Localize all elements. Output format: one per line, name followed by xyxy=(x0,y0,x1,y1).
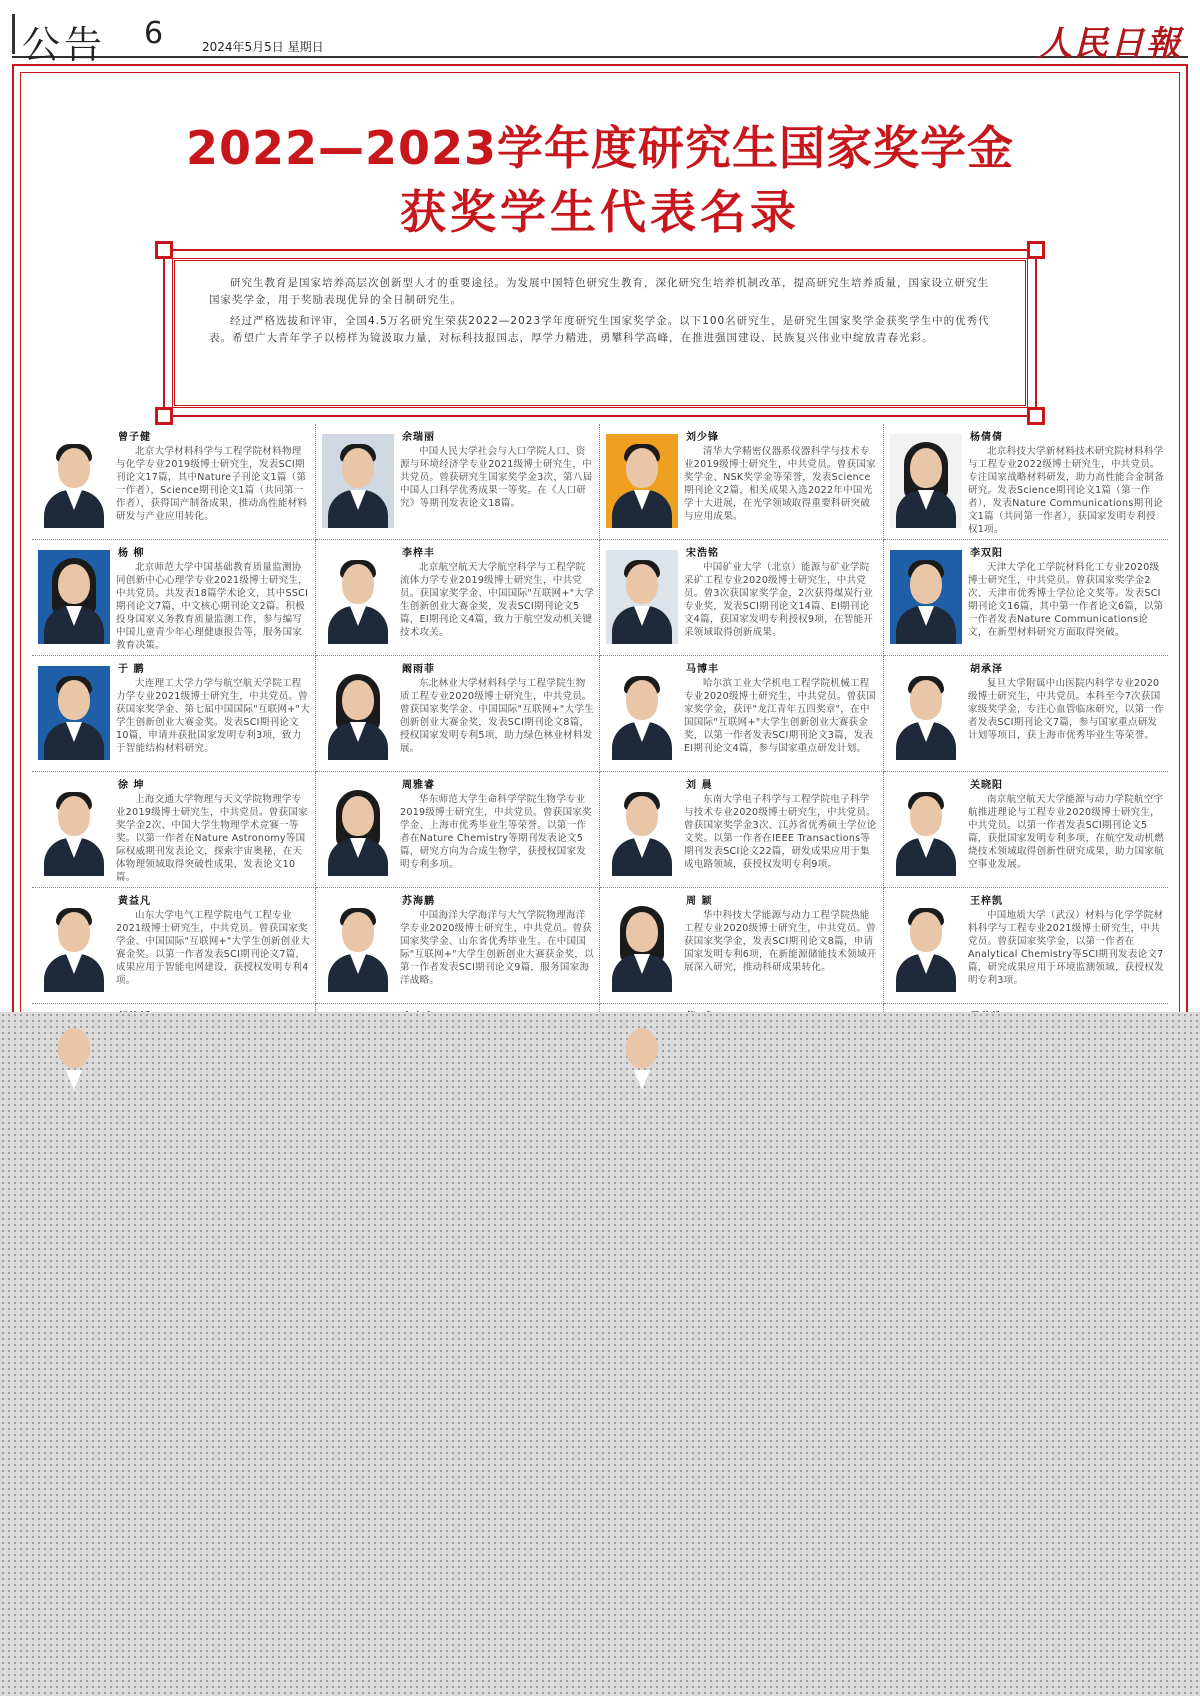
student-bio: 北京师范大学中国基础教育质量监测协同创新中心心理学专业2021级博士研究生，中共党员。共发表18篇学术论文，其中SSCI期刊论文7篇，中文核心期刊论文2篇。积极投身国家义务教育质量监测工作，参与编写中国儿童青少年心理健康报告等，服务国家教育决策。 xyxy=(116,562,309,651)
portrait-photo xyxy=(890,666,962,760)
student-bio: 中国地质大学（武汉）材料与化学学院材料科学与工程专业2021级博士研究生，中共党员。曾获国家奖学金，以第一作者在Analytical Chemistry等SCI期刊发表论文7篇，研究成果应用于环境监测领域，获授权发明专利3项。 xyxy=(968,910,1164,986)
section-name: 公告 xyxy=(22,23,107,67)
student-card xyxy=(884,772,1168,888)
intro-paragraph-2: 经过严格选拔和评审，全国4.5万名研究生荣获2022—2023学年度研究生国家奖学金。以下100名研究生，是研究生国家奖学金获奖学生中的优秀代表。希望广大青年学子以榜样为镜汲取力量，对标科技报国志，厚学力精进，勇攀科学高峰，在推进强国建设、民族复兴伟业中绽放青春光彩。 xyxy=(209,315,990,344)
intro-paragraph-1: 研究生教育是国家培养高层次创新型人才的重要途径。为发展中国特色研究生教育，深化研究生培养机制改革，提高研究生培养质量，国家设立研究生国家奖学金，用于奖励表现优异的全日制研究生。 xyxy=(209,277,989,306)
student-bio: 中国海洋大学海洋与大气学院物理海洋学专业2020级博士研究生，中共党员。曾获国家奖学金、山东省优秀毕业生。在中国国际"互联网+"大学生创新创业大赛获金奖，以第一作者发表SCI期刊论文9篇，服务国家海洋战略。 xyxy=(400,910,594,986)
student-bio: 天津大学化工学院材料化工专业2020级博士研究生，中共党员。曾获国家奖学金2次、天津市优秀博士学位论文奖等。发表SCI期刊论文16篇，其中第一作者论文6篇，以第一作者发表Nature Communications论文，在新型材料研究方面取得突破。 xyxy=(968,562,1164,638)
portrait-photo xyxy=(322,550,394,644)
student-name: 余瑞丽 xyxy=(402,432,435,443)
student-bio: 大连理工大学力学与航空航天学院工程力学专业2021级博士研究生，中共党员。曾获国家奖学金、第七届中国国际"互联网+"大学生创新创业大赛金奖。发表SCI期刊论文10篇，申请并获批国家发明专利3项，致力于智能结构材料研究。 xyxy=(116,678,310,754)
student-name: 刘少锋 xyxy=(686,432,719,443)
student-bio: 南京航空航天大学能源与动力学院航空宇航推进理论与工程专业2020级博士研究生，中共党员。以第一作者发表SCI期刊论文5篇，获批国家发明专利多项，在航空发动机燃烧技术领域取得创新性研究成果，助力国家航空事业发展。 xyxy=(968,794,1164,870)
student-card xyxy=(316,424,600,540)
blank-dotted-area xyxy=(0,1012,1200,1696)
student-card xyxy=(316,540,600,656)
portrait-photo xyxy=(38,782,110,876)
lattice-corner-icon xyxy=(1027,241,1045,259)
student-name: 关晓阳 xyxy=(970,780,1003,791)
portrait-photo xyxy=(322,666,394,760)
student-bio: 华中科技大学能源与动力工程学院热能工程专业2020级博士研究生，中共党员。曾获国家奖学金，发表SCI期刊论文8篇，申请国家发明专利6项，在新能源储能技术领域开展深入研究，推动科研成果转化。 xyxy=(684,910,877,973)
student-bio: 东南大学电子科学与工程学院电子科学与技术专业2020级博士研究生，中共党员。曾获国家奖学金3次、江苏省优秀硕士学位论文奖。以第一作者在IEEE Transactions等期刊发表SCI论文22篇，研发成果应用于集成电路领域，获授权发明专利9项。 xyxy=(684,794,877,870)
headline-line-1: 2022—2023学年度研究生国家奖学金 xyxy=(185,121,1015,175)
student-card xyxy=(600,656,884,772)
newspaper-logo: 人民日報 xyxy=(1038,24,1182,64)
student-card xyxy=(600,888,884,1004)
student-name: 李梓丰 xyxy=(402,548,435,559)
student-card xyxy=(32,888,316,1004)
masthead xyxy=(12,10,1188,67)
intro-box xyxy=(172,258,1028,408)
student-name: 徐 坤 xyxy=(118,780,145,791)
portrait-photo xyxy=(890,782,962,876)
section-bar xyxy=(12,14,15,54)
student-name: 周 颖 xyxy=(686,896,713,907)
student-name: 黄益凡 xyxy=(118,896,151,907)
portrait-photo xyxy=(38,434,110,528)
portrait-photo xyxy=(890,550,962,644)
student-card xyxy=(316,772,600,888)
student-bio: 上海交通大学物理与天文学院物理学专业2019级博士研究生，中共党员。曾获国家奖学金2次、中国大学生物理学术竞赛一等奖。以第一作者在Nature Astronomy等国际权威期刊发表论文，探索宇宙奥秘，在天体物理领域取得突破性成果，发表论文10篇。 xyxy=(116,794,308,883)
portrait-photo xyxy=(322,434,394,528)
portrait-photo xyxy=(606,434,678,528)
student-grid xyxy=(32,424,1168,1024)
portrait-photo xyxy=(606,898,678,992)
student-card xyxy=(600,772,884,888)
portrait-photo xyxy=(606,550,678,644)
lattice-corner-icon xyxy=(1027,407,1045,425)
portrait-photo xyxy=(606,782,678,876)
lattice-corner-icon xyxy=(155,407,173,425)
student-name: 周雅睿 xyxy=(402,780,435,791)
lattice-corner-icon xyxy=(155,241,173,259)
student-bio: 北京科技大学新材料技术研究院材料科学与工程专业2022级博士研究生，中共党员。专注国家战略材料研发，助力高性能合金制备研究。发表Science期刊论文1篇（第一作者），发表Nature Communications期刊论文1篇（共同第一作者），获国家发明专利授权1项。 xyxy=(968,446,1164,535)
portrait-photo xyxy=(606,666,678,760)
student-name: 李双阳 xyxy=(970,548,1003,559)
student-name: 于 鹏 xyxy=(118,664,145,675)
student-bio: 清华大学精密仪器系仪器科学与技术专业2019级博士研究生，中共党员。曾获国家奖学金、NSK奖学金等荣誉，发表Science期刊论文2篇，相关成果入选2022年中国光学十大进展，在光学领域取得重要科研突破与应用成果。 xyxy=(684,446,876,522)
student-card xyxy=(316,656,600,772)
student-name: 刘 晨 xyxy=(686,780,713,791)
student-card xyxy=(32,424,316,540)
student-name: 曾子健 xyxy=(118,432,151,443)
student-bio: 东北林业大学材料科学与工程学院生物质工程专业2020级博士研究生，中共党员。曾获国家奖学金、中国国际"互联网+"大学生创新创业大赛金奖，发表SCI期刊论文8篇，授权国家发明专利5项，助力绿色林业材料发展。 xyxy=(400,678,594,754)
student-name: 王梓凯 xyxy=(970,896,1003,907)
student-name: 胡承泽 xyxy=(970,664,1003,675)
portrait-photo xyxy=(38,898,110,992)
student-card xyxy=(884,540,1168,656)
student-bio: 山东大学电气工程学院电气工程专业2021级博士研究生，中共党员。曾获国家奖学金、中国国际"互联网+"大学生创新创业大赛金奖。以第一作者发表SCI期刊论文7篇，成果应用于智能电网建设，获授权发明专利4项。 xyxy=(116,910,310,986)
page-number: 6 xyxy=(144,16,164,51)
student-bio: 哈尔滨工业大学机电工程学院机械工程专业2020级博士研究生，中共党员。曾获国家奖学金，获评"龙江青年五四奖章"，在中国国际"互联网+"大学生创新创业大赛获金奖，以第一作者发表SCI期刊论文3篇，发表EI期刊论文4篇，参与国家重点研发计划。 xyxy=(684,678,876,754)
student-bio: 中国人民大学社会与人口学院人口、资源与环境经济学专业2021级博士研究生，中共党员。曾获研究生国家奖学金3次，第八届中国人口科学优秀成果一等奖。在《人口研究》等期刊发表论文18篇。 xyxy=(400,446,593,509)
student-card xyxy=(600,424,884,540)
student-bio: 北京航空航天大学航空科学与工程学院流体力学专业2019级博士研究生，中共党员。获国家奖学金、中国国际"互联网+"大学生创新创业大赛金奖，发表SCI期刊论文5篇，EI期刊论文4篇，致力于航空发动机关键技术攻关。 xyxy=(400,562,594,638)
student-name: 马博丰 xyxy=(686,664,719,675)
student-card xyxy=(316,888,600,1004)
student-bio: 中国矿业大学（北京）能源与矿业学院采矿工程专业2020级博士研究生，中共党员。曾3次获国家奖学金，2次获得煤炭行业专业奖，发表SCI期刊论文14篇、EI期刊论文4篇，获国家发明专利授权9项，在智能开采领域取得创新成果。 xyxy=(684,562,874,638)
portrait-photo xyxy=(38,666,110,760)
portrait-photo xyxy=(38,550,110,644)
student-name: 宋浩铭 xyxy=(686,548,719,559)
student-card xyxy=(32,540,316,656)
headline-line-2: 获奖学生代表名录 xyxy=(400,185,800,239)
issue-date: 2024年5月5日 星期日 xyxy=(202,40,324,54)
portrait-photo xyxy=(890,898,962,992)
student-bio: 北京大学材料科学与工程学院材料物理与化学专业2019级博士研究生，发表SCI期刊论文17篇，其中Nature子刊论文1篇（第一作者），Science期刊论文1篇（共同第一作者），获得国产制备成果，推动高性能材料研发与产业应用转化。 xyxy=(116,446,308,522)
student-card xyxy=(884,424,1168,540)
student-name: 阚雨菲 xyxy=(402,664,435,675)
student-name: 杨 柳 xyxy=(118,548,145,559)
student-name: 苏海鹏 xyxy=(402,896,435,907)
portrait-photo xyxy=(322,782,394,876)
student-bio: 复旦大学附属中山医院内科学专业2020级博士研究生，中共党员。本科至今7次获国家级奖学金，专注心血管临床研究，以第一作者发表SCI期刊论文7篇，参与国家重点研发计划等项目，获上海市优秀毕业生等荣誉。 xyxy=(968,678,1164,741)
portrait-photo xyxy=(890,434,962,528)
student-bio: 华东师范大学生命科学学院生物学专业2019级博士研究生，中共党员。曾获国家奖学金、上海市优秀毕业生等荣誉。以第一作者在Nature Chemistry等期刊发表论文5篇，研究方向为合成生物学，获授权国家发明专利多项。 xyxy=(400,794,592,870)
student-card xyxy=(884,888,1168,1004)
student-card xyxy=(32,656,316,772)
student-card xyxy=(884,656,1168,772)
student-card xyxy=(600,540,884,656)
student-name: 杨倩倩 xyxy=(970,432,1003,443)
portrait-photo xyxy=(322,898,394,992)
student-card xyxy=(32,772,316,888)
